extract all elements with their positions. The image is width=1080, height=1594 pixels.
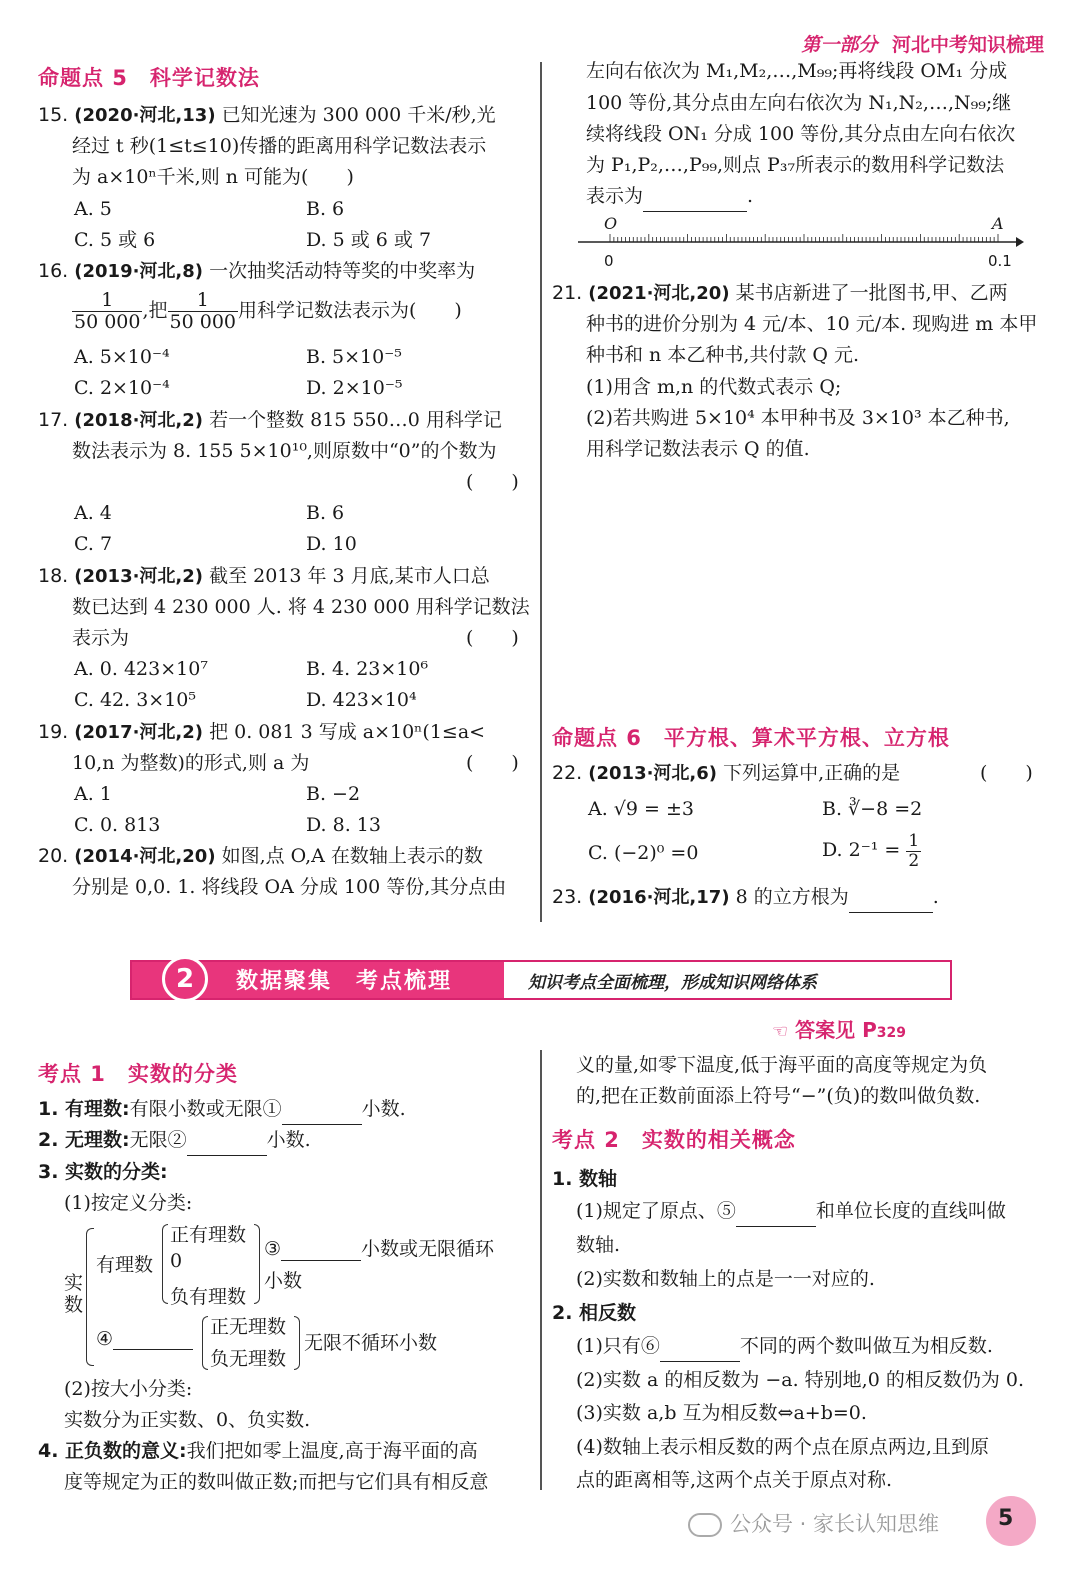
- kp1-title: 考点 1 实数的分类: [38, 1062, 238, 1086]
- question-20-cont-line1: 左向右依次为 M₁,M₂,…,M₉₉;再将线段 OM₁ 分成: [586, 60, 1008, 82]
- brace-irrational: [202, 1316, 208, 1370]
- question-number: 21.: [552, 282, 583, 304]
- answer-blank: [113, 1328, 193, 1350]
- kp2-s1: 1. 数轴: [552, 1168, 618, 1190]
- kp1-item4-cont2: 的,把在正数前面添上符号“−”(负)的数叫做负数.: [576, 1085, 981, 1107]
- option-c: C. 2×10⁻⁴: [74, 377, 170, 399]
- zero-label: 0: [170, 1250, 183, 1272]
- answer-reference: ☜ 答案见 P329: [772, 1018, 906, 1042]
- question-text: 截至 2013 年 3 月底,某市人口总: [209, 565, 490, 587]
- question-20-cont-line3: 续将线段 ON₁ 分成 100 等份,其分点由左向右依次: [586, 123, 1016, 145]
- answer-paren: ( ): [466, 627, 519, 649]
- question-source: (2019·河北,8): [74, 261, 204, 282]
- kp2-s2-2: (2)实数 a 的相反数为 −a. 特别地,0 的相反数仍为 0.: [576, 1369, 1025, 1391]
- question-source: (2013·河北,2): [74, 566, 204, 587]
- question-source: (2018·河北,2): [74, 410, 204, 431]
- question-20-line2: 分别是 0,0. 1. 将线段 OA 分成 100 等份,其分点由: [72, 876, 507, 898]
- fraction: $\frac{1}{2}$: [908, 831, 920, 871]
- point-a-label: A: [992, 214, 1004, 233]
- neg-irr-label: 负无理数: [210, 1348, 287, 1370]
- question-21-line6: 用科学记数法表示 Q 的值.: [586, 438, 810, 460]
- kp1-item3-sub2: (2)按大小分类:: [64, 1378, 193, 1400]
- kp1-item3-sub1: (1)按定义分类:: [64, 1192, 193, 1214]
- question-18-line3: 表示为: [72, 627, 130, 649]
- question-source: (2016·河北,17): [588, 887, 730, 908]
- kp2-title: 考点 2 实数的相关概念: [552, 1128, 796, 1152]
- question-15-line2: 经过 t 秒(1≤t≤10)传播的距离用科学记数法表示: [72, 135, 487, 157]
- kp2-s1-1c: 数轴.: [576, 1234, 621, 1256]
- question-20-cont-line2: 100 等份,其分点由左向右依次为 N₁,N₂,…,N₉₉;继: [586, 92, 1012, 114]
- question-source: (2017·河北,2): [74, 722, 204, 743]
- kp1-item2: 2. 无理数:无限② 小数.: [38, 1125, 311, 1156]
- number-line-ticks: [610, 234, 998, 242]
- question-20: [38, 841, 483, 872]
- blank-3: ③ 小数或无限循环: [264, 1238, 495, 1260]
- option-b: B. 6: [306, 502, 345, 524]
- kp1-item3-sub2-text: 实数分为正实数、0、负实数.: [64, 1409, 311, 1431]
- question-text: 8 的立方根为: [735, 886, 849, 908]
- kp2-s1-2: (2)实数和数轴上的点是一一对应的.: [576, 1268, 875, 1290]
- irr-tail: 无限不循环小数: [304, 1332, 438, 1354]
- kp1-item3: 3. 实数的分类:: [38, 1161, 168, 1183]
- question-21-line3: 种书和 n 本乙种书,共付款 Q 元.: [586, 344, 860, 366]
- running-header: [801, 30, 1044, 57]
- pointing-hand-icon: ☜: [772, 1021, 789, 1042]
- number-line-figure: [574, 214, 1024, 272]
- real-label: 实数: [64, 1272, 84, 1316]
- watermark: 公众号 · 家长认知思维: [688, 1508, 939, 1538]
- question-number: 19.: [38, 721, 69, 743]
- section-title-6: 命题点 6 平方根、算术平方根、立方根: [552, 726, 950, 750]
- question-source: (2020·河北,13): [74, 105, 216, 126]
- column-divider-top: [540, 62, 542, 922]
- option-a: A. 1: [74, 783, 112, 805]
- kp1-item4-cont1: 义的量,如零下温度,低于海平面的高度等规定为负: [576, 1054, 988, 1076]
- option-a: A. 0. 423×10⁷: [74, 658, 208, 680]
- question-19: [38, 717, 485, 748]
- question-17: [38, 405, 502, 436]
- option-b: B. 5×10⁻⁵: [306, 346, 402, 368]
- answer-paren: ( ): [466, 752, 519, 774]
- question-20-cont-line5: 表示为 .: [586, 181, 753, 212]
- question-number: 18.: [38, 565, 69, 587]
- answer-blank: [282, 1103, 362, 1125]
- question-number: 17.: [38, 409, 69, 431]
- question-text: 把 0. 081 3 写成 a×10ⁿ(1≤a<: [209, 721, 486, 743]
- section-title-5: 命题点 5 科学记数法: [38, 66, 260, 90]
- neg-rational-label: 负有理数: [170, 1286, 247, 1308]
- header-part: 第一部分: [801, 34, 878, 56]
- option-c: C. 5 或 6: [74, 229, 156, 251]
- answer-blank: [643, 190, 747, 212]
- banner-number: 2: [162, 956, 208, 1002]
- question-18: [38, 561, 490, 592]
- question-20-cont-line4: 为 P₁,P₂,…,P₉₉,则点 P₃₇所表示的数用科学记数法: [586, 154, 1005, 176]
- fraction: $\frac{1}{50 000}$: [169, 289, 237, 333]
- option-b: B. ∛−8 =2: [822, 798, 923, 820]
- answer-paren: ( ): [466, 471, 519, 493]
- question-number: 15.: [38, 104, 69, 126]
- question-number: 20.: [38, 845, 69, 867]
- question-text: 下列运算中,正确的是: [723, 762, 901, 784]
- banner-title: 数据聚集 考点梳理: [236, 969, 453, 994]
- question-number: 16.: [38, 260, 69, 282]
- question-source: (2021·河北,20): [588, 283, 730, 304]
- brace-real: [86, 1228, 94, 1366]
- answer-paren: ( ): [980, 762, 1033, 784]
- option-b: B. 6: [306, 198, 345, 220]
- blank-4: ④: [96, 1328, 193, 1350]
- kp2-s2-3: (3)实数 a,b 互为相反数⇔a+b=0.: [576, 1402, 867, 1424]
- kp2-s2-4a: (4)数轴上表示相反数的两个点在原点两边,且到原: [576, 1436, 989, 1458]
- kp2-s2: 2. 相反数: [552, 1302, 637, 1324]
- question-21: [552, 278, 1008, 309]
- fraction: $\frac{1}{50 000}$: [74, 289, 141, 333]
- rational-label: 有理数: [96, 1254, 154, 1276]
- question-15: [38, 100, 496, 131]
- kp1-item4: 4. 正负数的意义:我们把如零上温度,高于海平面的高: [38, 1440, 478, 1462]
- question-source: (2014·河北,20): [74, 846, 216, 867]
- option-b: B. 4. 23×10⁶: [306, 658, 429, 680]
- option-c: C. 42. 3×10⁵: [74, 689, 196, 711]
- question-text: 若一个整数 815 550…0 用科学记: [209, 409, 502, 431]
- question-text: 某书店新进了一批图书,甲、乙两: [735, 282, 1008, 304]
- kp1-item4-line2: 度等规定为正的数叫做正数;而把与它们具有相反意: [64, 1471, 489, 1493]
- blank-3-tail: 小数: [264, 1270, 303, 1292]
- question-source: (2013·河北,6): [588, 763, 718, 784]
- option-d: D. 423×10⁴: [306, 689, 417, 711]
- answer-blank: [281, 1239, 361, 1261]
- pos-rational-label: 正有理数: [170, 1224, 247, 1246]
- question-16: [38, 256, 475, 287]
- question-17-line2: 数法表示为 8. 155 5×10¹⁰,则原数中“0”的个数为: [72, 440, 497, 462]
- option-b: B. −2: [306, 783, 361, 805]
- option-c: C. 0. 813: [74, 814, 161, 836]
- question-18-line2: 数已达到 4 230 000 人. 将 4 230 000 用科学记数法: [72, 596, 530, 618]
- option-a: A. 4: [74, 502, 112, 524]
- header-title: 河北中考知识梳理: [891, 34, 1044, 56]
- question-text: 已知光速为 300 000 千米/秒,光: [221, 104, 496, 126]
- point-o-label: O: [604, 214, 618, 233]
- answer-blank: [660, 1340, 740, 1362]
- question-21-line4: (1)用含 m,n 的代数式表示 Q;: [586, 376, 842, 398]
- banner-slogan: 知识考点全面梳理，形成知识网络体系: [528, 973, 817, 993]
- wechat-icon: [688, 1513, 722, 1537]
- question-text: 如图,点 O,A 在数轴上表示的数: [221, 845, 483, 867]
- pos-irr-label: 正无理数: [210, 1316, 287, 1338]
- number-line: [574, 214, 1024, 272]
- question-22: [552, 758, 900, 789]
- column-divider-bottom: [540, 1050, 542, 1490]
- question-23: 23. (2016·河北,17) 8 的立方根为 .: [552, 882, 939, 913]
- answer-blank: [187, 1134, 267, 1156]
- question-number: 22.: [552, 762, 583, 784]
- question-text: 一次抽奖活动特等奖的中奖率为: [209, 260, 476, 282]
- answer-blank: [849, 891, 933, 913]
- option-a: A. 5: [74, 198, 112, 220]
- option-a: A. 5×10⁻⁴: [74, 346, 170, 368]
- option-d: D. 2⁻¹ = $\frac{1}{2}$: [822, 831, 920, 871]
- option-a: A. √9 = ±3: [588, 798, 695, 820]
- answer-blank: [736, 1205, 816, 1227]
- kp2-s2-1: (1)只有⑥ 不同的两个数叫做互为相反数.: [576, 1331, 993, 1362]
- option-d: D. 10: [306, 533, 357, 555]
- question-21-line5: (2)若共购进 5×10⁴ 本甲种书及 3×10³ 本乙种书,: [586, 407, 1010, 429]
- tick-label-0: 0: [604, 252, 614, 270]
- option-c: C. (−2)⁰ =0: [588, 842, 699, 864]
- kp1-item1: 1. 有理数:有限小数或无限① 小数.: [38, 1094, 406, 1125]
- option-d: D. 5 或 6 或 7: [306, 229, 432, 251]
- question-19-line2: 10,n 为整数)的形式,则 a 为: [72, 752, 310, 774]
- brace-rational-right: [254, 1224, 260, 1304]
- question-number: 23.: [552, 886, 583, 908]
- question-16-line2: $\frac{1}{50 000}$ ,把 $\frac{1}{50 000}$ 用科学记数法表示为( ): [74, 289, 462, 333]
- option-d: D. 8. 13: [306, 814, 381, 836]
- question-15-line3: 为 a×10ⁿ千米,则 n 可能为( ): [72, 166, 354, 188]
- brace-rational: [162, 1224, 168, 1304]
- kp2-s2-4b: 点的距离相等,这两个点关于原点对称.: [576, 1469, 893, 1491]
- kp2-s1-1: (1)规定了原点、⑤ 和单位长度的直线叫做: [576, 1196, 1006, 1227]
- option-d: D. 2×10⁻⁵: [306, 377, 403, 399]
- section-banner: [130, 960, 952, 1000]
- brace-irrational-right: [294, 1316, 300, 1370]
- tick-label-0-1: 0.1: [988, 252, 1012, 270]
- page-number: 5: [986, 1496, 1036, 1546]
- question-21-line2: 种书的进价分别为 4 元/本、10 元/本. 现购进 m 本甲: [586, 313, 1038, 335]
- option-c: C. 7: [74, 533, 113, 555]
